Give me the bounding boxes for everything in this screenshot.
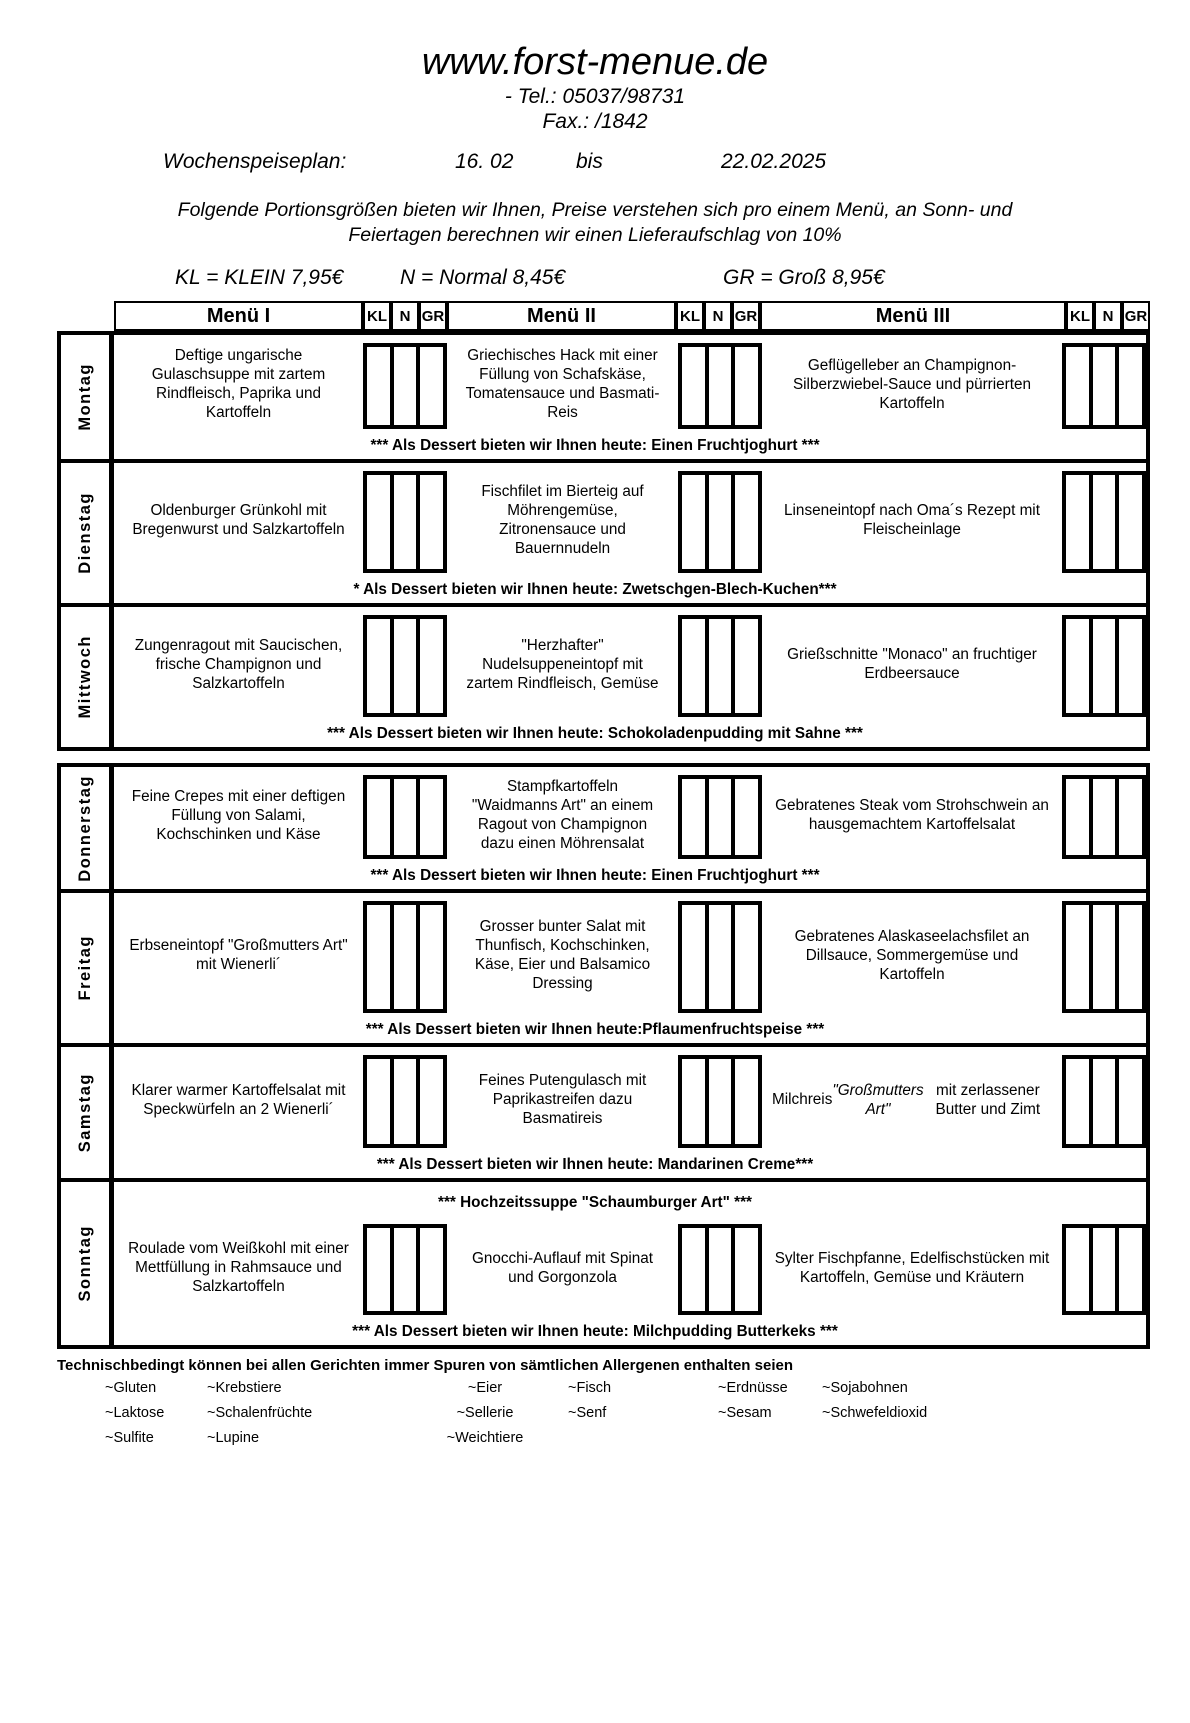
day-label: Samstag bbox=[75, 1072, 94, 1153]
checkbox-gr bbox=[416, 615, 447, 717]
dessert-line: *** Als Dessert bieten wir Ihnen heute: Milchpudding Butterkeks *** bbox=[352, 1323, 838, 1340]
allergen-row-3 bbox=[0, 1430, 1190, 1455]
menu2-size-boxes bbox=[678, 607, 762, 721]
column-header-n: N bbox=[704, 301, 732, 331]
allergen-item: ~Krebstiere bbox=[207, 1380, 282, 1396]
menu1-text: Erbseneintopf "Großmutters Art" mit Wienerli´ bbox=[129, 937, 348, 973]
allergen-item: ~Gluten bbox=[105, 1380, 157, 1396]
menu3-text: Grießschnitte "Monaco" an fruchtiger Erdbeersauce bbox=[787, 646, 1037, 682]
allergen-item: ~Erdnüsse bbox=[718, 1380, 788, 1396]
column-header-menu1: Menü I bbox=[114, 301, 363, 331]
checkbox-gr bbox=[1115, 1055, 1146, 1148]
menu1-size-boxes bbox=[363, 1047, 447, 1152]
allergen-row-1 bbox=[0, 1380, 1190, 1405]
checkbox-gr bbox=[416, 775, 447, 859]
dessert-line: *** Als Dessert bieten wir Ihnen heute: Schokoladenpudding mit Sahne *** bbox=[327, 725, 863, 742]
menu1-text: Roulade vom Weißkohl mit einer Mettfüllung in Rahmsauce und Salzkartoffeln bbox=[128, 1240, 349, 1295]
column-header-gr: GR bbox=[732, 301, 760, 331]
day-label: Dienstag bbox=[75, 492, 94, 574]
checkbox-gr bbox=[416, 343, 447, 429]
date-from: 16. 02 bbox=[455, 150, 514, 173]
day-label: Montag bbox=[75, 363, 94, 431]
menu3-text: Gebratenes Alaskaseelachsfilet an Dillsauce, Sommergemüse und Kartoffeln bbox=[794, 927, 1030, 983]
menu1-size-boxes bbox=[363, 463, 447, 577]
checkbox-gr bbox=[1115, 615, 1146, 717]
checkbox-gr bbox=[731, 1224, 762, 1315]
menu2-text: Griechisches Hack mit einer Füllung von Schafskäse, Tomatensauce und Basmati-Reis bbox=[465, 347, 660, 421]
menu2-text: Grosser bunter Salat mit Thunfisch, Kochschinken, Käse, Eier und Balsamico Dressing bbox=[474, 918, 651, 992]
allergen-item: ~Eier bbox=[467, 1380, 503, 1396]
menu1-size-boxes bbox=[363, 607, 447, 721]
checkbox-gr bbox=[731, 901, 762, 1013]
column-header-n: N bbox=[1094, 301, 1122, 331]
website-title: www.forst-menue.de bbox=[421, 41, 769, 83]
allergen-item: ~Schwefeldioxid bbox=[822, 1405, 928, 1421]
menu3-size-boxes bbox=[1062, 463, 1146, 577]
price-legend bbox=[0, 266, 1190, 292]
day-label-cell bbox=[61, 767, 114, 889]
menu3-text-part: Milchreis bbox=[772, 1091, 833, 1108]
checkbox-gr bbox=[1115, 471, 1146, 573]
day-label: Mittwoch bbox=[75, 635, 94, 719]
menu3-size-boxes bbox=[1062, 767, 1146, 863]
menu2-size-boxes bbox=[678, 463, 762, 577]
checkbox-gr bbox=[731, 471, 762, 573]
menu3-text-part: mit zerlassener Butter und Zimt bbox=[935, 1081, 1041, 1118]
checkbox-gr bbox=[731, 775, 762, 859]
checkbox-gr bbox=[416, 901, 447, 1013]
day-label-cell bbox=[61, 1182, 114, 1345]
checkbox-gr bbox=[416, 1224, 447, 1315]
dessert-line: *** Als Dessert bieten wir Ihnen heute:Pflaumenfruchtspeise *** bbox=[365, 1021, 825, 1038]
day-label: Donnerstag bbox=[75, 774, 94, 882]
menu3-size-boxes bbox=[1062, 607, 1146, 721]
day-row-freitag bbox=[57, 889, 1150, 1047]
menu3-size-boxes bbox=[1062, 1047, 1146, 1152]
menu2-text: Feines Putengulasch mit Paprikastreifen dazu Basmatireis bbox=[478, 1072, 647, 1127]
table-header-row bbox=[114, 301, 1150, 331]
allergen-item: ~Senf bbox=[568, 1405, 607, 1421]
menu1-size-boxes bbox=[363, 1216, 447, 1319]
checkbox-gr bbox=[731, 615, 762, 717]
allergen-note: Technischbedingt können bei allen Gerichten immer Spuren von sämtlichen Allergenen enthalten seien bbox=[57, 1357, 793, 1374]
price-large: GR = Groß 8,95€ bbox=[723, 266, 885, 289]
dessert-line: *** Als Dessert bieten wir Ihnen heute: Einen Fruchtjoghurt *** bbox=[370, 867, 820, 884]
wochenspeiseplan-document bbox=[0, 40, 1190, 1455]
menu3-text bbox=[762, 1047, 1062, 1152]
dessert-line: *** Als Dessert bieten wir Ihnen heute: Mandarinen Creme*** bbox=[376, 1156, 814, 1173]
allergen-item: ~Sellerie bbox=[456, 1405, 514, 1421]
day-label-cell bbox=[61, 893, 114, 1043]
menu2-size-boxes bbox=[678, 1047, 762, 1152]
menu3-size-boxes bbox=[1062, 1216, 1146, 1319]
checkbox-gr bbox=[731, 1055, 762, 1148]
allergen-row-2 bbox=[0, 1405, 1190, 1430]
day-label-cell bbox=[61, 463, 114, 603]
checkbox-gr bbox=[731, 343, 762, 429]
day-label-cell bbox=[61, 335, 114, 459]
price-normal: N = Normal 8,45€ bbox=[400, 266, 566, 289]
menu1-size-boxes bbox=[363, 335, 447, 433]
allergen-item: ~Laktose bbox=[105, 1405, 165, 1421]
menu2-text: "Herzhafter" Nudelsuppeneintopf mit zartem Rindfleisch, Gemüse bbox=[466, 636, 659, 692]
column-header-gr: GR bbox=[1122, 301, 1150, 331]
allergen-item: ~Sulfite bbox=[105, 1430, 154, 1446]
menu1-text: Deftige ungarische Gulaschsuppe mit zartem Rindfleisch, Paprika und Kartoffeln bbox=[151, 347, 326, 421]
allergen-item: ~Weichtiere bbox=[446, 1430, 524, 1446]
plan-label: Wochenspeiseplan: bbox=[163, 150, 347, 173]
day-row-sonntag bbox=[57, 1178, 1150, 1349]
menu2-text: Fischfilet im Bierteig auf Möhrengemüse, Zitronensauce und Bauernnudeln bbox=[481, 483, 644, 557]
day-row-samstag bbox=[57, 1043, 1150, 1182]
day-row-montag bbox=[57, 331, 1150, 463]
column-header-kl: KL bbox=[676, 301, 704, 331]
day-row-mittwoch bbox=[57, 603, 1150, 751]
allergen-footer bbox=[0, 1357, 1190, 1455]
allergen-item: ~Lupine bbox=[207, 1430, 260, 1446]
column-header-n: N bbox=[391, 301, 419, 331]
portion-note bbox=[0, 198, 1190, 248]
date-separator: bis bbox=[576, 150, 603, 173]
menu3-text: Gebratenes Steak vom Strohschwein an hausgemachtem Kartoffelsalat bbox=[775, 797, 1049, 833]
fax-line: Fax.: /1842 bbox=[542, 110, 648, 133]
day-label-cell bbox=[61, 1047, 114, 1178]
day-label: Freitag bbox=[75, 935, 94, 1001]
checkbox-gr bbox=[416, 471, 447, 573]
menu1-size-boxes bbox=[363, 767, 447, 863]
menu3-size-boxes bbox=[1062, 335, 1146, 433]
menu2-size-boxes bbox=[678, 1216, 762, 1319]
allergen-item: ~Fisch bbox=[568, 1380, 612, 1396]
menu3-text: Geflügelleber an Champignon-Silberzwiebel-Sauce und pürrierten Kartoffeln bbox=[792, 356, 1032, 412]
plan-date-row bbox=[0, 150, 1190, 176]
date-to: 22.02.2025 bbox=[721, 150, 827, 173]
column-header-kl: KL bbox=[363, 301, 391, 331]
menu1-size-boxes bbox=[363, 893, 447, 1017]
checkbox-gr bbox=[1115, 901, 1146, 1013]
column-header-kl: KL bbox=[1066, 301, 1094, 331]
column-header-gr: GR bbox=[419, 301, 447, 331]
allergen-item: ~Sojabohnen bbox=[822, 1380, 908, 1396]
column-header-menu2: Menü II bbox=[447, 301, 676, 331]
menu2-text: Gnocchi-Auflauf mit Spinat und Gorgonzola bbox=[471, 1249, 654, 1286]
checkbox-gr bbox=[1115, 775, 1146, 859]
menu2-size-boxes bbox=[678, 335, 762, 433]
menu3-text: Sylter Fischpfanne, Edelfischstücken mit Kartoffeln, Gemüse und Kräutern bbox=[774, 1249, 1050, 1286]
menu1-text: Feine Crepes mit einer deftigen Füllung von Salami, Kochschinken und Käse bbox=[131, 787, 346, 843]
special-soup-line: *** Hochzeitssuppe "Schaumburger Art" *** bbox=[438, 1194, 752, 1211]
portion-note-line2: Feiertagen berechnen wir einen Lieferaufschlag von 10% bbox=[348, 224, 842, 246]
menu2-text: Stampfkartoffeln "Waidmanns Art" an einem Ragout von Champignon dazu einen Möhrensalat bbox=[471, 778, 654, 852]
checkbox-gr bbox=[1115, 1224, 1146, 1315]
menu3-size-boxes bbox=[1062, 893, 1146, 1017]
day-row-donnerstag bbox=[57, 763, 1150, 893]
menu2-size-boxes bbox=[678, 893, 762, 1017]
day-label-cell bbox=[61, 607, 114, 747]
portion-note-line1: Folgende Portionsgrößen bieten wir Ihnen, Preise verstehen sich pro einem Menü, an Sonn- und bbox=[177, 199, 1013, 221]
menu1-text: Oldenburger Grünkohl mit Bregenwurst und Salzkartoffeln bbox=[132, 502, 345, 538]
day-label: Sonntag bbox=[75, 1225, 94, 1302]
document-header bbox=[0, 40, 1190, 292]
allergen-item: ~Schalenfrüchte bbox=[207, 1405, 313, 1421]
dessert-line: * Als Dessert bieten wir Ihnen heute: Zwetschgen-Blech-Kuchen*** bbox=[353, 581, 837, 598]
allergen-item: ~Sesam bbox=[718, 1405, 772, 1421]
menu2-size-boxes bbox=[678, 767, 762, 863]
price-small: KL = KLEIN 7,95€ bbox=[175, 266, 344, 289]
checkbox-gr bbox=[416, 1055, 447, 1148]
telephone-line: - Tel.: 05037/98731 bbox=[504, 85, 686, 108]
menu1-text: Zungenragout mit Saucischen, frische Champignon und Salzkartoffeln bbox=[134, 636, 343, 692]
menu3-text-italic-part: "Großmutters Art" bbox=[832, 1081, 924, 1118]
menu3-text: Linseneintopf nach Oma´s Rezept mit Fleischeinlage bbox=[784, 502, 1040, 538]
dessert-line: *** Als Dessert bieten wir Ihnen heute: Einen Fruchtjoghurt *** bbox=[370, 437, 820, 454]
checkbox-gr bbox=[1115, 343, 1146, 429]
day-row-dienstag bbox=[57, 459, 1150, 607]
menu1-text: Klarer warmer Kartoffelsalat mit Speckwürfeln an 2 Wienerli´ bbox=[131, 1081, 346, 1118]
column-header-menu3: Menü III bbox=[760, 301, 1066, 331]
